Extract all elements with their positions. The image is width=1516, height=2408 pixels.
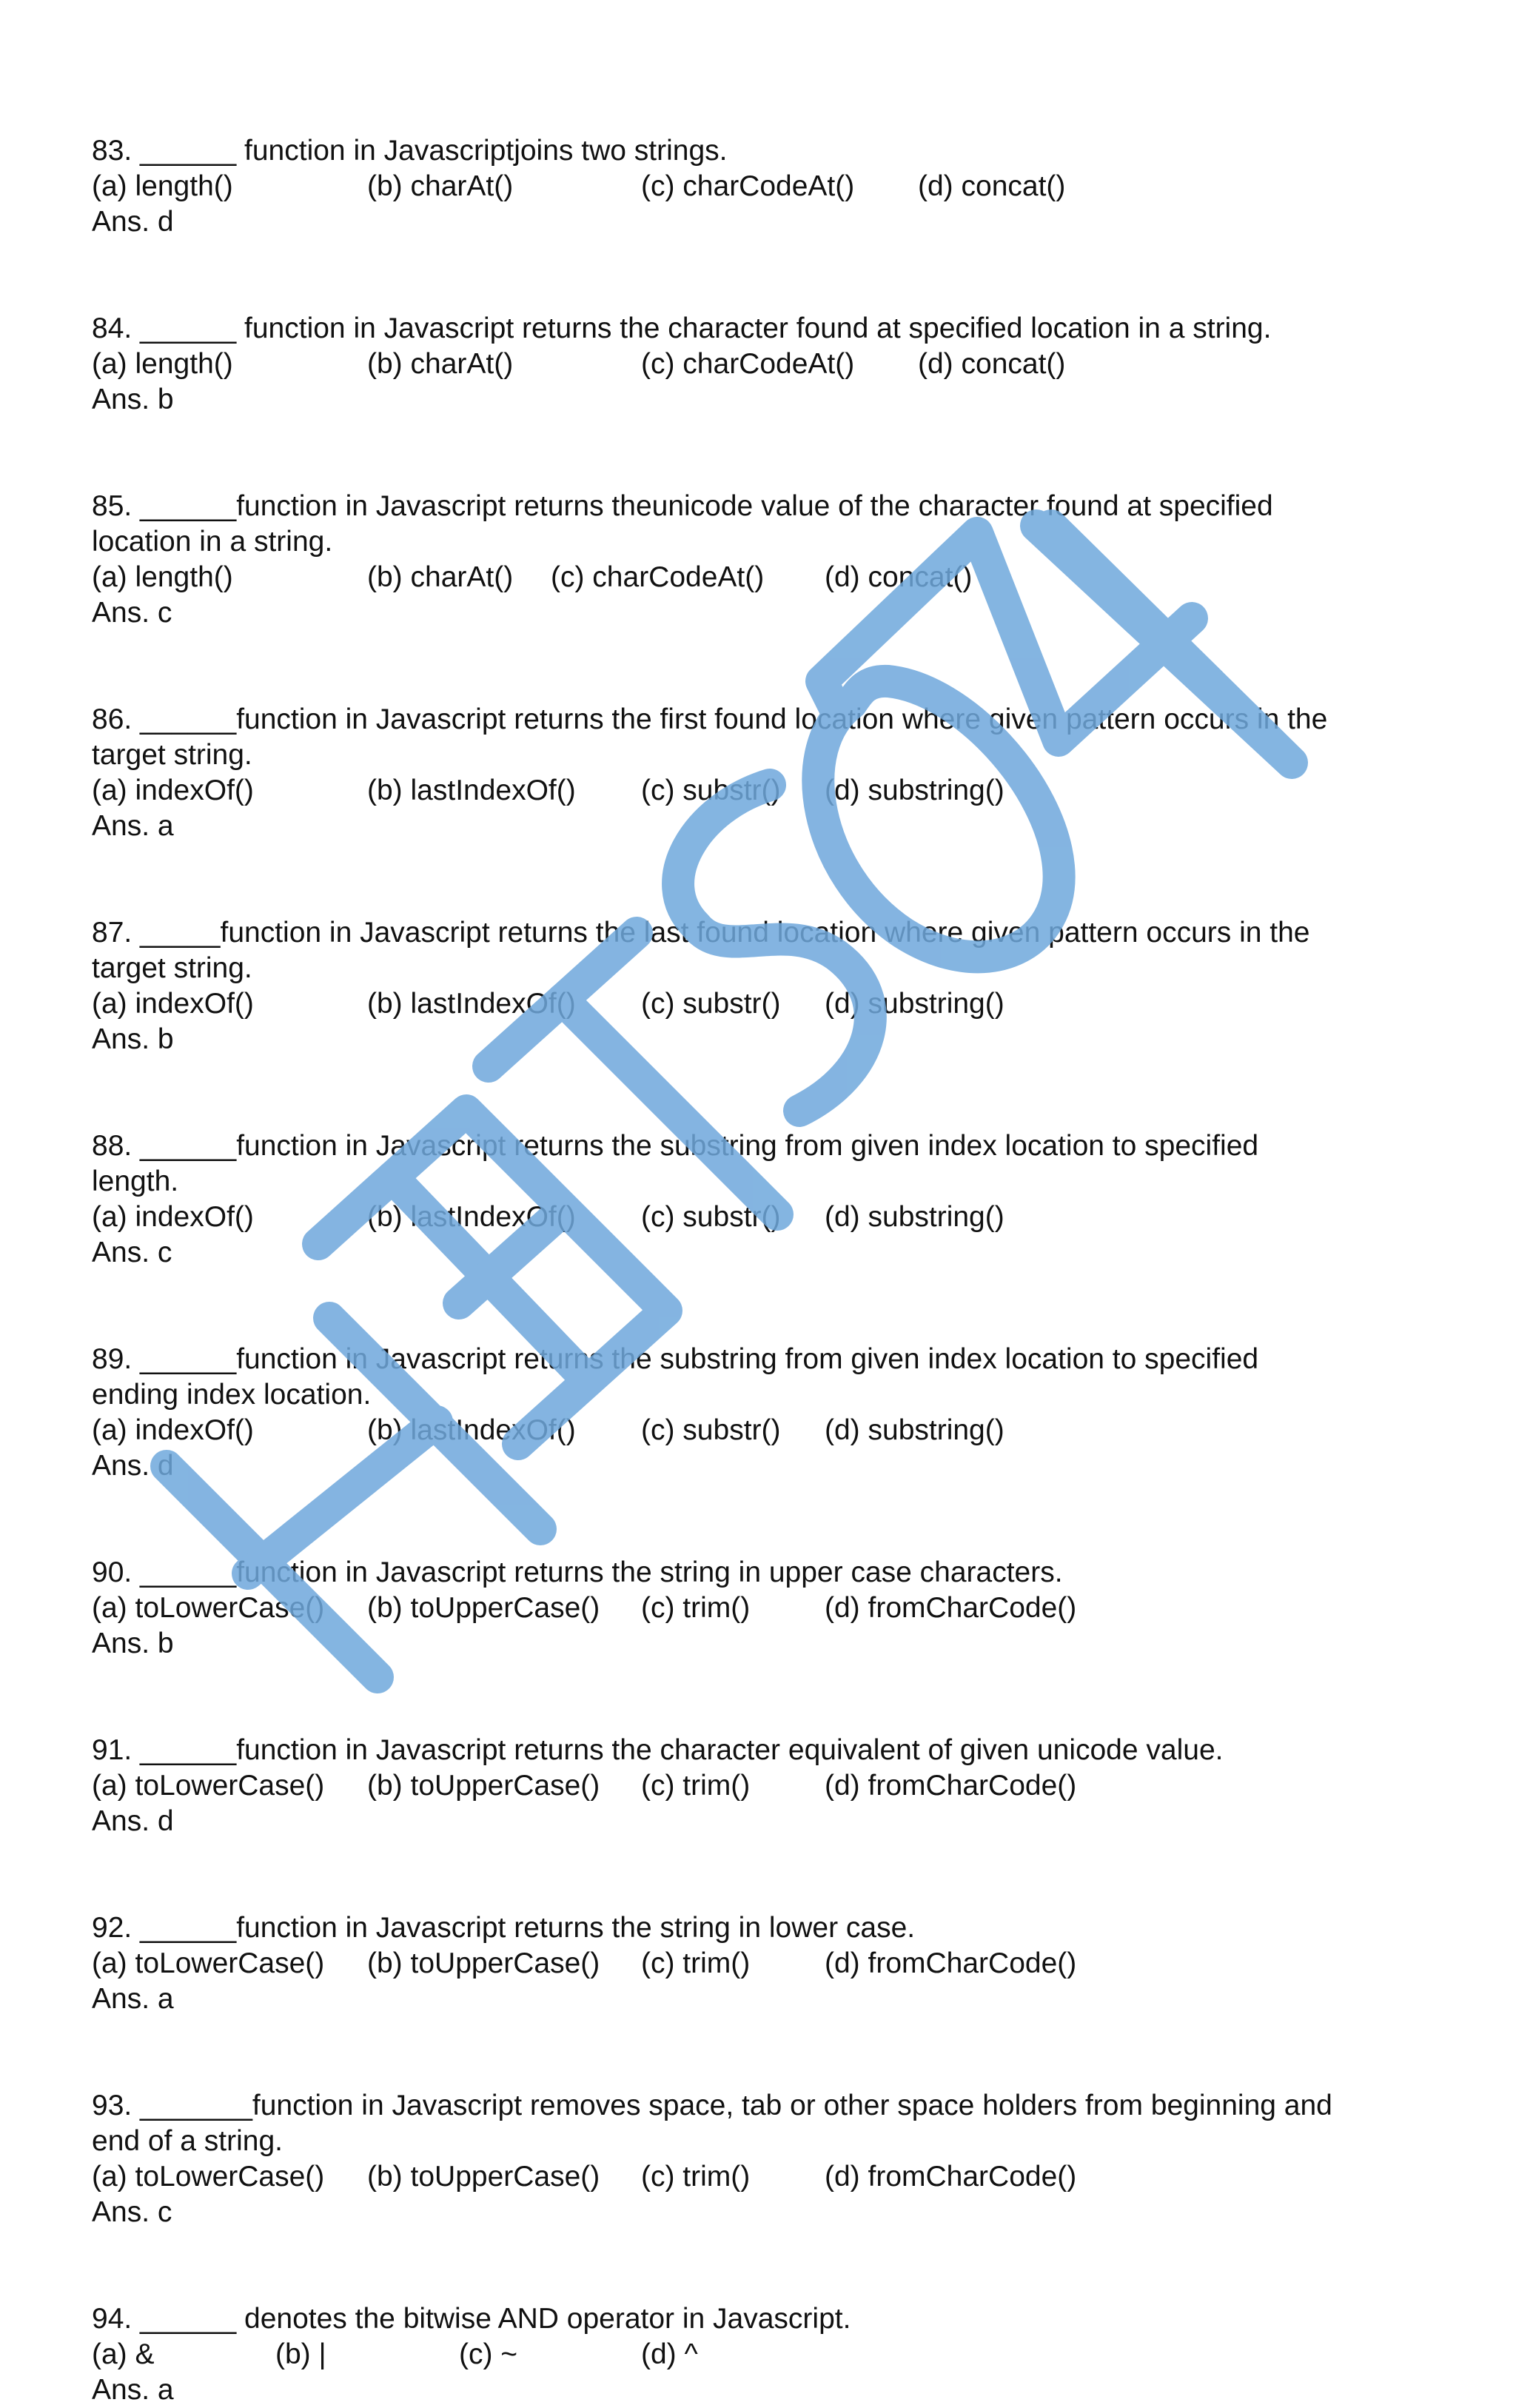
option-a: (a) indexOf()	[92, 988, 254, 1020]
options-row	[92, 1413, 1424, 1448]
question-spacer	[92, 1839, 1424, 1910]
option-d: (d) concat()	[918, 348, 1066, 380]
options-row	[92, 773, 1424, 809]
option-b: (b) lastIndexOf()	[367, 988, 576, 1020]
question-spacer	[92, 240, 1424, 311]
question-spacer	[92, 844, 1424, 915]
answer-text: Ans. a	[92, 1983, 174, 2015]
option-d: (d) substring()	[825, 775, 1004, 806]
question-text-continued: length.	[92, 1165, 179, 1197]
option-d: (d) fromCharCode()	[825, 2161, 1077, 2193]
answer-text: Ans. a	[92, 810, 174, 842]
option-a: (a) toLowerCase()	[92, 1770, 325, 1802]
option-a: (a) length()	[92, 170, 233, 202]
option-d: (d) substring()	[825, 1201, 1004, 1233]
option-b: (b) toUpperCase()	[367, 1770, 600, 1802]
question-spacer	[92, 1057, 1424, 1128]
option-d: (d) substring()	[825, 988, 1004, 1020]
question-text: 87. _____function in Javascript returns the last found location where given pattern occurs in the	[92, 917, 1310, 949]
question-spacer	[92, 631, 1424, 702]
answer-text: Ans. d	[92, 1805, 174, 1837]
answer-text: Ans. b	[92, 1628, 174, 1659]
question-text: 86. ______function in Javascript returns the first found location where given pattern occurs in the	[92, 703, 1328, 735]
question-text-continued: location in a string.	[92, 526, 333, 558]
question-block	[92, 2301, 1424, 2408]
question-block	[92, 1342, 1424, 1484]
option-c: (c) trim()	[641, 1770, 751, 1802]
answer-text: Ans. a	[92, 2374, 174, 2406]
option-a: (a) toLowerCase()	[92, 1592, 325, 1624]
option-d: (d) substring()	[825, 1414, 1004, 1446]
option-a: (a) toLowerCase()	[92, 1947, 325, 1979]
option-c: (c) trim()	[641, 1947, 751, 1979]
option-a: (a) length()	[92, 348, 233, 380]
question-text: 85. ______function in Javascript returns theunicode value of the character found at specified	[92, 490, 1273, 522]
answer-text: Ans. c	[92, 1237, 172, 1268]
option-b: (b) lastIndexOf()	[367, 1201, 576, 1233]
option-d: (d) concat()	[825, 561, 973, 593]
option-d: (d) concat()	[918, 170, 1066, 202]
option-b: (b) toUpperCase()	[367, 1947, 600, 1979]
option-a: (a) length()	[92, 561, 233, 593]
option-c: (c) trim()	[641, 2161, 751, 2193]
options-row	[92, 1768, 1424, 1804]
option-a: (a) toLowerCase()	[92, 2161, 325, 2193]
question-text-continued: target string.	[92, 952, 252, 984]
option-d: (d) fromCharCode()	[825, 1770, 1077, 1802]
question-text: 90. ______function in Javascript returns the string in upper case characters.	[92, 1556, 1063, 1588]
question-text: 88. ______function in Javascript returns the substring from given index location to specified	[92, 1130, 1259, 1162]
option-b: (b) toUpperCase()	[367, 1592, 600, 1624]
question-block	[92, 1555, 1424, 1662]
question-text: 92. ______function in Javascript returns the string in lower case.	[92, 1912, 916, 1944]
options-row	[92, 1591, 1424, 1626]
answer-text: Ans. d	[92, 1450, 174, 1482]
options-row	[92, 169, 1424, 204]
question-text-continued: end of a string.	[92, 2125, 283, 2157]
question-text-continued: ending index location.	[92, 1379, 372, 1411]
options-row	[92, 347, 1424, 382]
question-spacer	[92, 2230, 1424, 2301]
option-a: (a) indexOf()	[92, 775, 254, 806]
option-c: (c) trim()	[641, 1592, 751, 1624]
question-text: 94. ______ denotes the bitwise AND operator in Javascript.	[92, 2303, 851, 2335]
question-block	[92, 1128, 1424, 1271]
option-b: (b) charAt()	[367, 561, 514, 593]
option-c: (c) charCodeAt()	[551, 561, 765, 593]
options-row	[92, 1946, 1424, 1981]
answer-text: Ans. b	[92, 384, 174, 415]
answer-text: Ans. c	[92, 597, 172, 629]
option-c: (c) substr()	[641, 1201, 781, 1233]
question-spacer	[92, 1662, 1424, 1733]
option-a: (a) indexOf()	[92, 1414, 254, 1446]
question-spacer	[92, 2017, 1424, 2088]
option-a: (a) indexOf()	[92, 1201, 254, 1233]
option-c: (c) substr()	[641, 775, 781, 806]
options-row	[92, 560, 1424, 595]
options-row	[92, 2159, 1424, 2195]
question-block	[92, 2088, 1424, 2230]
question-spacer	[92, 1271, 1424, 1342]
question-block	[92, 1733, 1424, 1839]
question-block	[92, 489, 1424, 631]
option-c: (c) substr()	[641, 988, 781, 1020]
question-block	[92, 311, 1424, 418]
question-text: 83. ______ function in Javascriptjoins two strings.	[92, 135, 728, 167]
options-row	[92, 2337, 1424, 2372]
option-d: (d) ^	[641, 2338, 698, 2370]
question-block	[92, 702, 1424, 844]
question-block	[92, 1910, 1424, 2017]
question-spacer	[92, 418, 1424, 489]
options-row	[92, 1200, 1424, 1235]
option-b: (b) lastIndexOf()	[367, 775, 576, 806]
answer-text: Ans. c	[92, 2196, 172, 2228]
option-a: (a) &	[92, 2338, 155, 2370]
question-block	[92, 133, 1424, 240]
option-b: (b) charAt()	[367, 170, 514, 202]
question-text: 91. ______function in Javascript returns the character equivalent of given unicode value.	[92, 1734, 1224, 1766]
answer-text: Ans. b	[92, 1023, 174, 1055]
option-b: (b) toUpperCase()	[367, 2161, 600, 2193]
option-d: (d) fromCharCode()	[825, 1947, 1077, 1979]
question-block	[92, 915, 1424, 1057]
option-c: (c) charCodeAt()	[641, 170, 855, 202]
answer-text: Ans. d	[92, 206, 174, 238]
question-spacer	[92, 1484, 1424, 1555]
option-b: (b) lastIndexOf()	[367, 1414, 576, 1446]
options-row	[92, 986, 1424, 1022]
option-c: (c) substr()	[641, 1414, 781, 1446]
option-d: (d) fromCharCode()	[825, 1592, 1077, 1624]
option-c: (c) charCodeAt()	[641, 348, 855, 380]
question-text-continued: target string.	[92, 739, 252, 771]
question-text: 93. _______function in Javascript removes space, tab or other space holders from beginning and	[92, 2090, 1332, 2121]
option-c: (c) ~	[459, 2338, 518, 2370]
question-text: 84. ______ function in Javascript returns the character found at specified location in a string.	[92, 312, 1272, 344]
option-b: (b) charAt()	[367, 348, 514, 380]
question-list	[92, 133, 1424, 2408]
question-text: 89. ______function in Javascript returns the substring from given index location to specified	[92, 1343, 1259, 1375]
option-b: (b) |	[275, 2338, 326, 2370]
